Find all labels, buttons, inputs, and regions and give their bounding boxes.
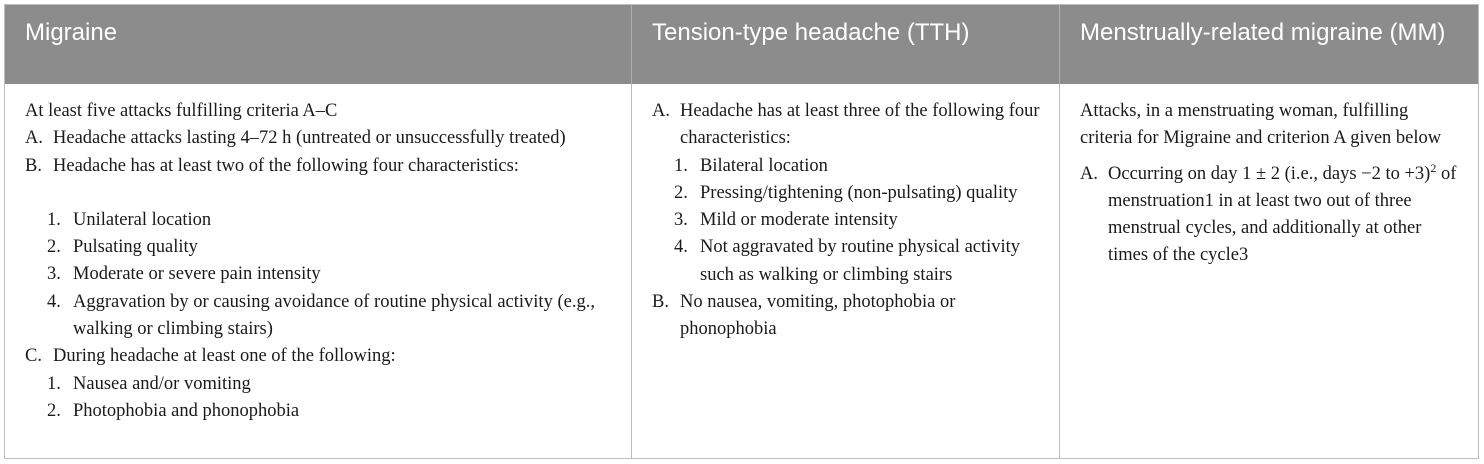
item-text: Mild or moderate intensity <box>700 210 898 231</box>
list-item <box>652 180 1045 207</box>
item-number: 1. <box>47 209 61 230</box>
item-number: 2. <box>47 237 61 258</box>
superscript: 2 <box>1430 160 1437 175</box>
mm-intro: Attacks, in a menstruating woman, fulfilling criteria for Migraine and criterion A given below <box>1080 101 1442 149</box>
criterion-marker: B. <box>652 292 669 313</box>
list-item <box>25 261 617 288</box>
list-item <box>652 234 1045 289</box>
criterion-text: Headache has at least three of the following four characteristics: <box>680 101 1040 149</box>
mm-criterion-a <box>1080 161 1464 270</box>
list-item <box>25 289 617 344</box>
list-item <box>652 207 1045 234</box>
spacer <box>1080 153 1464 161</box>
item-text: Pulsating quality <box>73 237 198 258</box>
criterion-text: Headache has at least two of the following four characteristics: <box>53 155 519 176</box>
item-text: Moderate or severe pain intensity <box>73 264 321 285</box>
item-text: Photophobia and phonophobia <box>73 400 300 421</box>
header-tth: Tension-type headache (TTH) <box>632 5 1060 84</box>
item-text: Not aggravated by routine physical activity such as walking or climbing stairs <box>700 237 1021 285</box>
list-item <box>25 371 617 398</box>
criterion-text-part-2: of menstruation1 in at least two out of three menstrual cycles, and additionally at other times of the cycle3 <box>1108 163 1457 266</box>
header-migraine: Migraine <box>5 5 632 84</box>
item-number: 4. <box>47 291 61 312</box>
item-number: 3. <box>47 264 61 285</box>
criterion-text: Headache attacks lasting 4–72 h (untreated or unsuccessfully treated) <box>53 128 566 149</box>
list-item <box>25 398 617 425</box>
cell-migraine <box>5 84 632 458</box>
criterion-marker: C. <box>25 346 42 367</box>
migraine-criterion-c <box>25 343 617 370</box>
criteria-table <box>4 4 1479 459</box>
criterion-marker: A. <box>1080 163 1098 184</box>
list-item <box>25 234 617 261</box>
tth-criterion-a <box>652 98 1045 153</box>
migraine-criterion-a <box>25 125 617 152</box>
item-text: Aggravation by or causing avoidance of routine physical activity (e.g., walking or climbing stairs) <box>73 291 595 340</box>
item-number: 4. <box>674 237 688 258</box>
header-mm: Menstrually-related migraine (MM) <box>1060 5 1478 84</box>
item-number: 1. <box>47 373 61 394</box>
item-text: Pressing/tightening (non-pulsating) quality <box>700 182 1018 203</box>
tth-criterion-b <box>652 289 1045 344</box>
item-number: 3. <box>674 210 688 231</box>
list-item <box>652 153 1045 180</box>
cell-tth <box>632 84 1060 458</box>
list-item <box>25 207 617 234</box>
spacer <box>25 180 617 207</box>
item-text: Bilateral location <box>700 155 828 176</box>
criterion-text: During headache at least one of the following: <box>53 346 396 367</box>
item-number: 2. <box>674 182 688 203</box>
migraine-intro: At least five attacks fulfilling criteria A–C <box>25 101 338 121</box>
criterion-marker: A. <box>25 128 43 149</box>
item-number: 2. <box>47 400 61 421</box>
criterion-marker: B. <box>25 155 42 176</box>
criterion-text-part-1: Occurring on day 1 ± 2 (i.e., days −2 to +3) <box>1108 163 1431 184</box>
criterion-text <box>1108 161 1464 270</box>
item-text: Nausea and/or vomiting <box>73 373 251 394</box>
item-number: 1. <box>674 155 688 176</box>
criterion-text: No nausea, vomiting, photophobia or phonophobia <box>680 292 956 340</box>
migraine-criterion-b <box>25 153 617 180</box>
item-text: Unilateral location <box>73 209 212 230</box>
cell-mm <box>1060 84 1478 458</box>
criterion-marker: A. <box>652 101 670 121</box>
